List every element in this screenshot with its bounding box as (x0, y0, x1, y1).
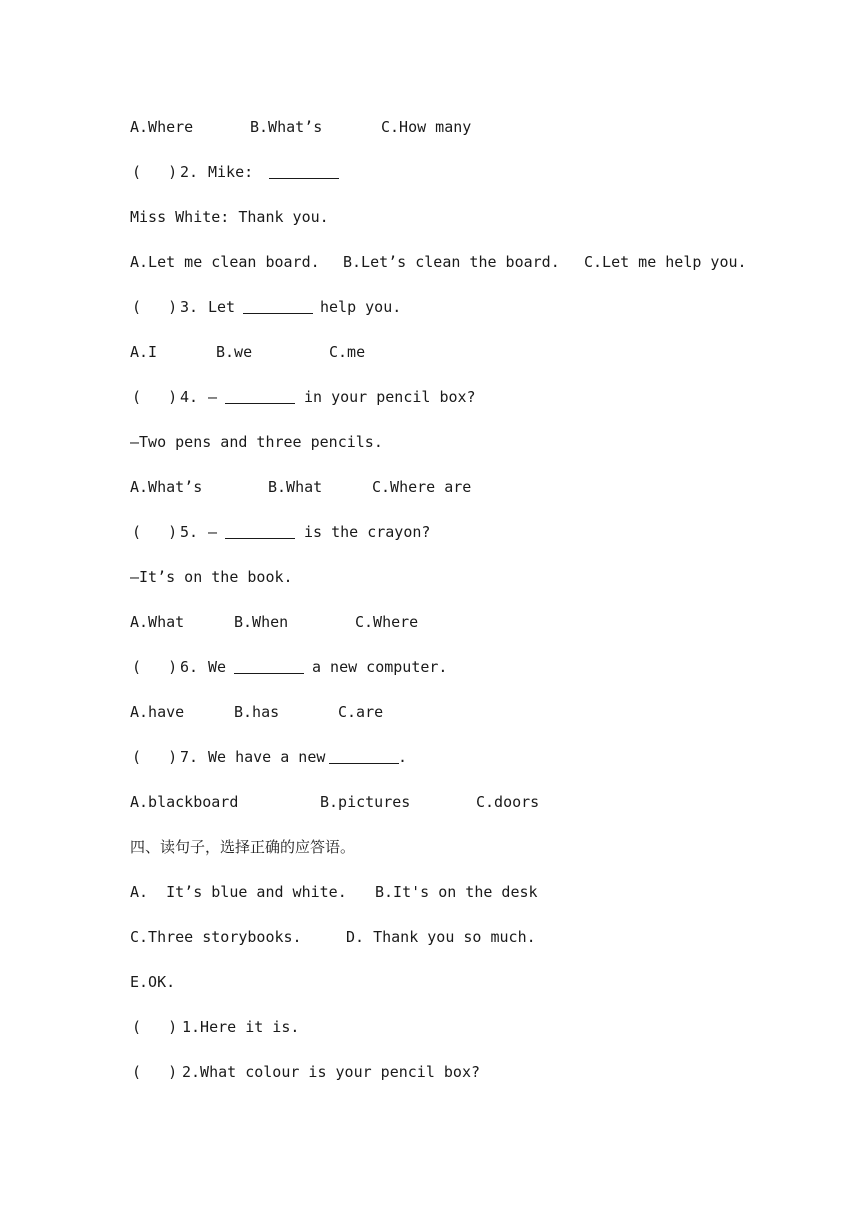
answer-blank[interactable] (225, 524, 295, 539)
q4-options (130, 475, 472, 499)
answer-paren: ( ) (132, 163, 178, 181)
q2-options (130, 250, 747, 274)
section4-item-1 (130, 1015, 300, 1039)
option-b: B.Let’s clean the board. (343, 253, 560, 271)
option-c: C.me (329, 343, 366, 361)
option-b: B.What (268, 478, 323, 496)
option-c: C.are (338, 703, 384, 721)
question-text-after: . (398, 748, 408, 766)
option-c: C.How many (381, 118, 472, 136)
question-number: 2. (180, 163, 199, 181)
answer-paren: ( ) (132, 658, 178, 676)
option-c: C.Let me help you. (584, 253, 747, 271)
q5-reply: —It’s on the book. (130, 568, 293, 586)
option-c: C.doors (476, 793, 540, 811)
question-7 (130, 745, 408, 769)
answer-blank[interactable] (269, 164, 339, 179)
answer-blank[interactable] (234, 659, 304, 674)
option-b: B.When (234, 613, 289, 631)
option-b: B.What’s (250, 118, 323, 136)
option-a: A.Let me clean board. (130, 253, 320, 271)
answer-c: C.Three storybooks. (130, 928, 302, 946)
q1-options (130, 115, 472, 139)
answer-a: A. It’s blue and white. (130, 883, 347, 901)
question-6 (130, 655, 448, 679)
dash: — (208, 523, 218, 541)
section4-item-2 (130, 1060, 481, 1084)
answer-bank-row-1 (130, 880, 538, 904)
question-2 (130, 160, 254, 184)
option-b: B.pictures (320, 793, 411, 811)
answer-paren[interactable]: ( ) (132, 1018, 178, 1036)
option-a: A.I (130, 343, 158, 361)
question-text-after: in your pencil box? (304, 388, 476, 406)
option-a: A.blackboard (130, 793, 239, 811)
answer-e: E.OK. (130, 973, 176, 991)
answer-blank[interactable] (329, 749, 399, 764)
answer-paren: ( ) (132, 748, 178, 766)
option-b: B.we (216, 343, 253, 361)
answer-b: B.It's on the desk (375, 883, 538, 901)
question-4 (130, 385, 476, 409)
option-a: A.What’s (130, 478, 203, 496)
answer-d: D. Thank you so much. (346, 928, 536, 946)
q3-options (130, 340, 366, 364)
question-3 (130, 295, 402, 319)
answer-paren: ( ) (132, 298, 178, 316)
section-heading: 四、读句子，选择正确的应答语。 (130, 838, 356, 856)
question-text-before: Let (208, 298, 236, 316)
question-text: Mike: (208, 163, 254, 181)
question-text-after: help you. (320, 298, 402, 316)
answer-paren: ( ) (132, 523, 178, 541)
item-text: 1.Here it is. (182, 1018, 300, 1036)
option-a: A.have (130, 703, 185, 721)
question-text-before: We have a new (208, 748, 326, 766)
answer-blank[interactable] (243, 299, 313, 314)
option-c: C.Where (355, 613, 419, 631)
question-5 (130, 520, 431, 544)
answer-blank[interactable] (225, 389, 295, 404)
question-number: 7. (180, 748, 199, 766)
question-number: 6. (180, 658, 199, 676)
option-a: A.What (130, 613, 185, 631)
question-number: 3. (180, 298, 199, 316)
question-number: 5. (180, 523, 199, 541)
q5-options (130, 610, 419, 634)
option-c: C.Where are (372, 478, 472, 496)
answer-paren: ( ) (132, 388, 178, 406)
question-number: 4. (180, 388, 199, 406)
q6-options (130, 700, 384, 724)
q7-options (130, 790, 540, 814)
question-text-after: a new computer. (312, 658, 448, 676)
item-text: 2.What colour is your pencil box? (182, 1063, 481, 1081)
answer-paren[interactable]: ( ) (132, 1063, 178, 1081)
dash: — (208, 388, 218, 406)
question-text-before: We (208, 658, 227, 676)
option-b: B.has (234, 703, 280, 721)
q2-reply: Miss White: Thank you. (130, 208, 329, 226)
question-text-after: is the crayon? (304, 523, 431, 541)
answer-bank-row-2 (130, 925, 536, 949)
q4-reply: —Two pens and three pencils. (130, 433, 383, 451)
option-a: A.Where (130, 118, 194, 136)
